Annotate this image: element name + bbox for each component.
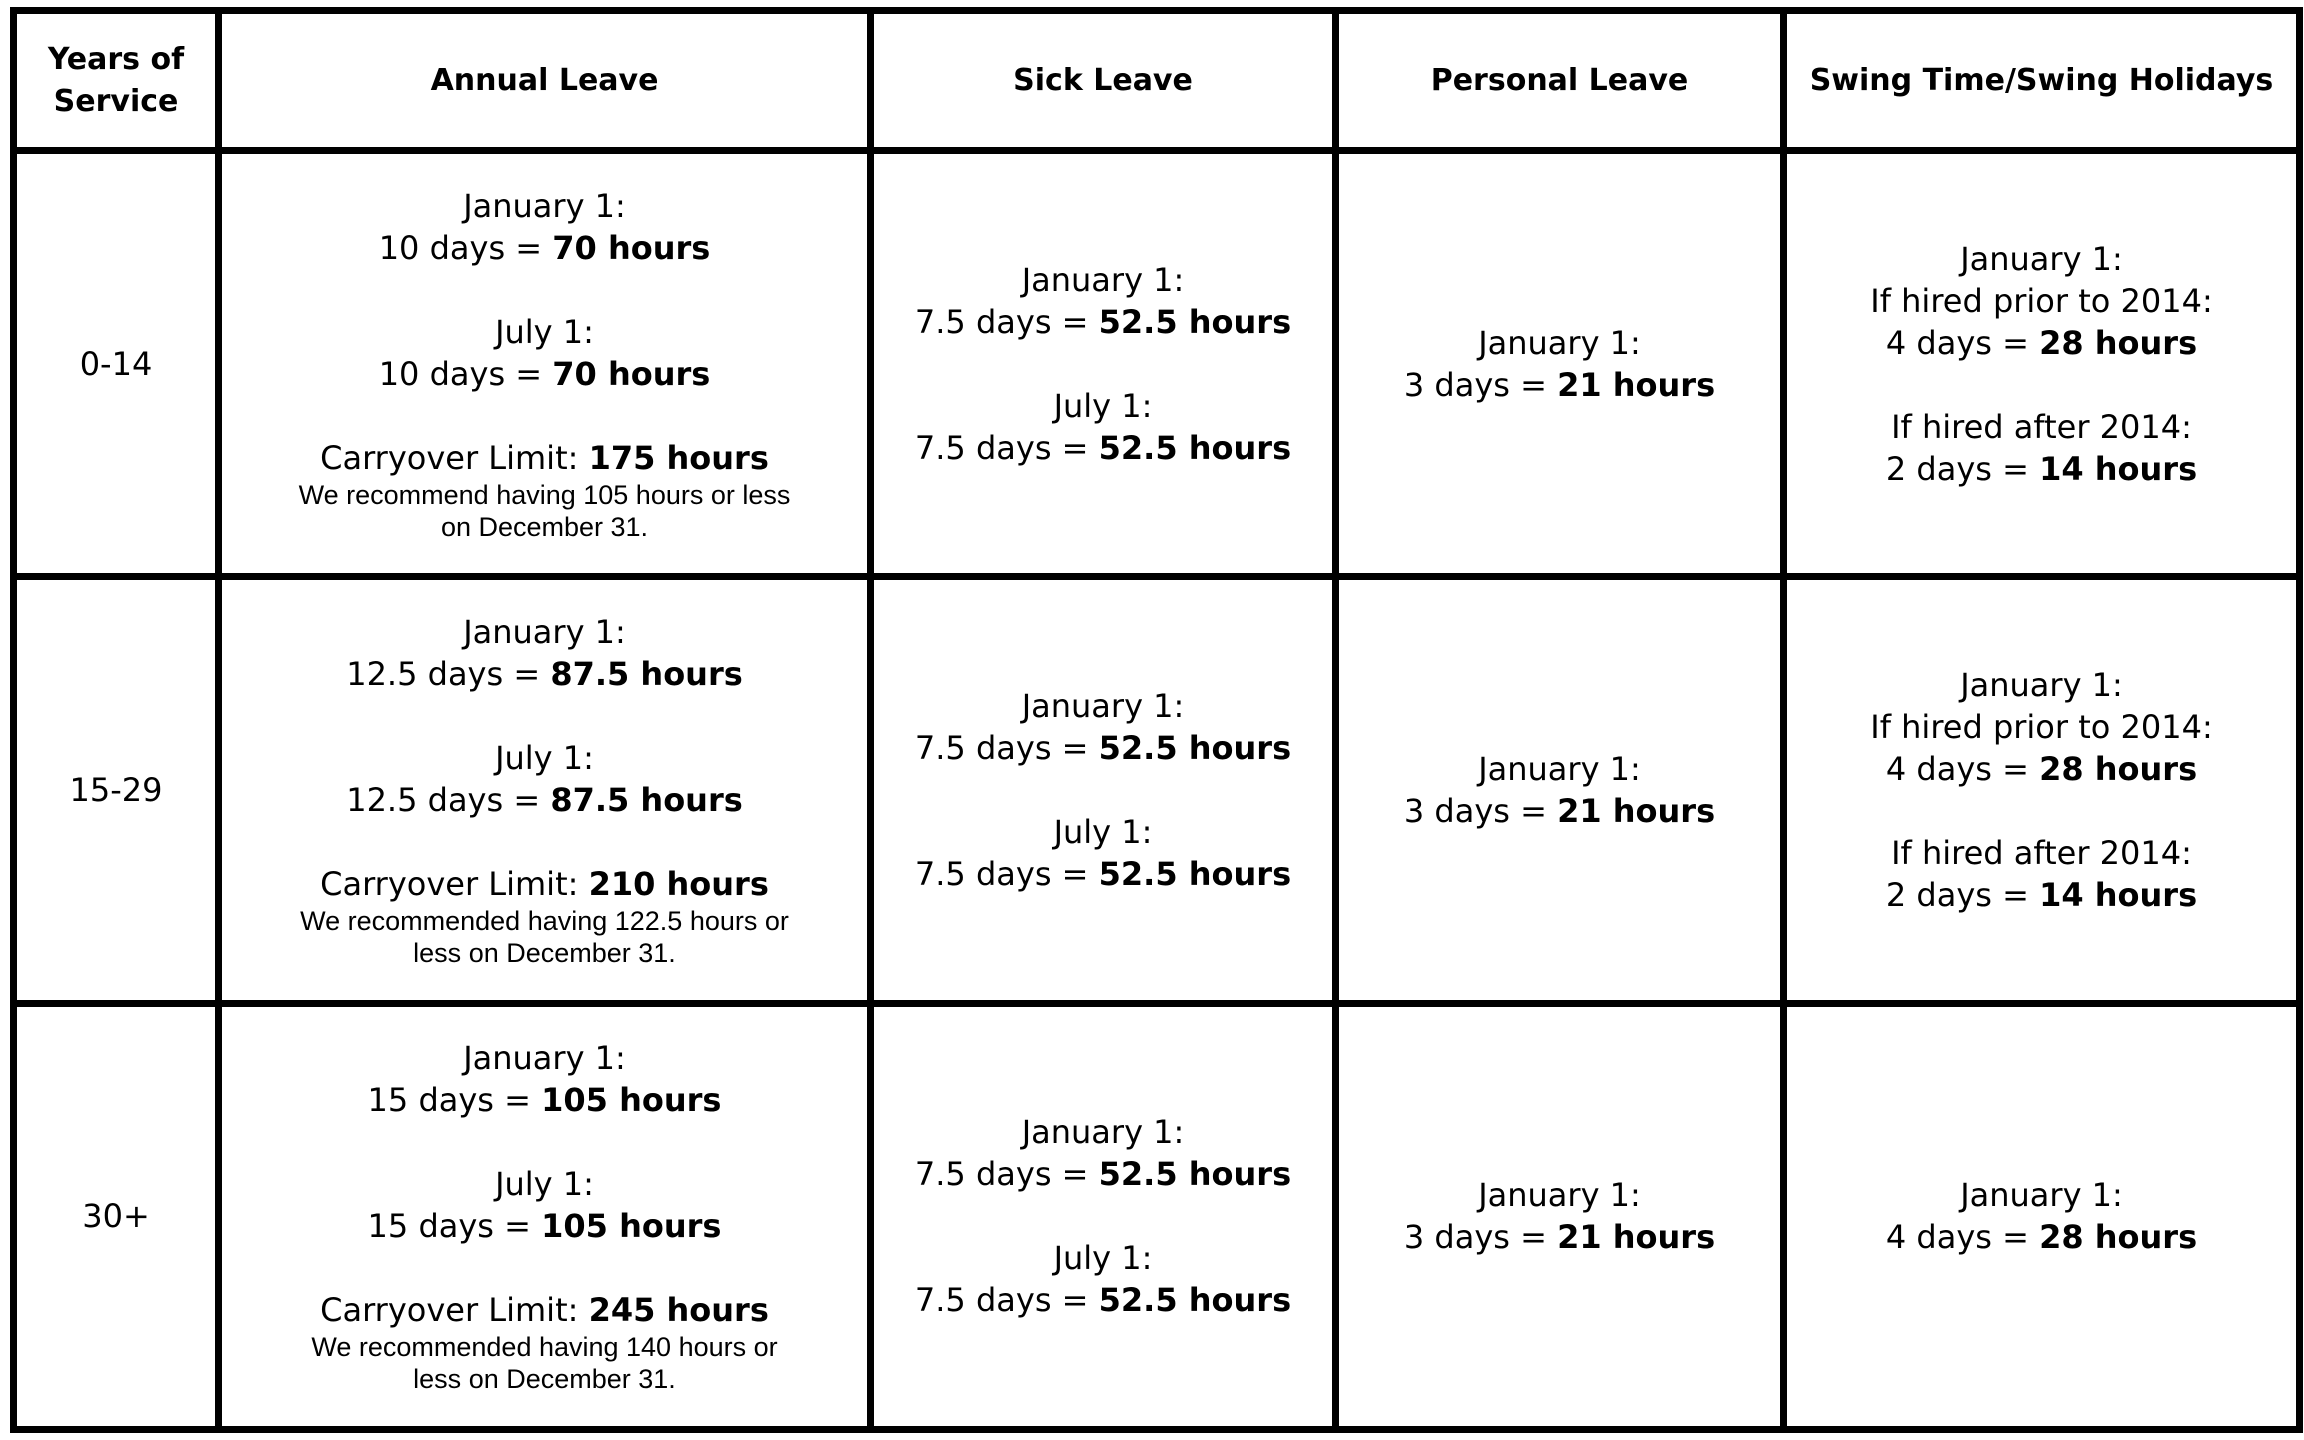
sick-jan-value [874, 301, 1332, 343]
swing-prior-entry [1787, 238, 2296, 364]
sick-jul-days: 7.5 days = [914, 854, 1099, 893]
years-of-service-cell: 30+ [14, 1003, 219, 1429]
swing-prior-value [1787, 322, 2296, 364]
sick-jul-label: July 1: [1053, 812, 1153, 851]
swing-after-days: 2 days = [1885, 449, 2040, 488]
carryover-label: Carryover Limit: [320, 1291, 589, 1330]
carryover-hours: 210 hours [588, 864, 769, 903]
personal-leave-cell [1336, 151, 1784, 577]
years-of-service-cell: 0-14 [14, 151, 219, 577]
personal-jan-hours: 21 hours [1557, 791, 1716, 830]
annual-jan-hours: 70 hours [552, 228, 711, 267]
swing-prior-label: If hired prior to 2014: [1870, 707, 2213, 746]
leave-accrual-table [10, 7, 2303, 1433]
personal-jan-days: 3 days = [1403, 791, 1558, 830]
carryover-limit [222, 863, 867, 905]
sick-jan-label: January 1: [1021, 260, 1185, 299]
personal-jan-days: 3 days = [1403, 365, 1558, 404]
swing-time-cell [1784, 151, 2300, 577]
personal-jan-label: January 1: [1478, 749, 1641, 788]
annual-jan-value [222, 227, 867, 269]
sick-jul-label: July 1: [1053, 1239, 1153, 1278]
swing-jan-entry [1787, 1174, 2296, 1258]
swing-after-hours: 14 hours [2039, 875, 2198, 914]
sick-jul-hours: 52.5 hours [1098, 854, 1292, 893]
sick-jul-hours: 52.5 hours [1098, 428, 1292, 467]
annual-jul-label: July 1: [495, 738, 594, 777]
sick-jul-entry [874, 1237, 1332, 1321]
sick-jan-days: 7.5 days = [914, 728, 1099, 767]
swing-prior-value [1787, 748, 2296, 790]
annual-jan-label: January 1: [463, 186, 626, 225]
table-row [14, 151, 2300, 577]
annual-jan-value [222, 653, 867, 695]
annual-jan-days: 15 days = [367, 1081, 542, 1120]
carryover-hours: 175 hours [588, 438, 769, 477]
sick-jan-days: 7.5 days = [914, 1155, 1099, 1194]
sick-jan-hours: 52.5 hours [1098, 1155, 1292, 1194]
sick-leave-cell [871, 151, 1336, 577]
carryover-recommendation: We recommended having 140 hours or less on December 31. [311, 1332, 778, 1395]
annual-leave-cell [219, 577, 871, 1003]
annual-jul-hours: 70 hours [552, 354, 711, 393]
years-of-service-cell: 15-29 [14, 577, 219, 1003]
carryover-limit [222, 437, 867, 479]
annual-jul-value [222, 1205, 867, 1247]
sick-leave-cell [871, 1003, 1336, 1429]
annual-jan-label: January 1: [463, 1039, 626, 1078]
swing-after-hours: 14 hours [2039, 449, 2198, 488]
annual-jul-days: 15 days = [367, 1207, 542, 1246]
header-sick-leave: Sick Leave [871, 11, 1336, 151]
annual-jan-days: 10 days = [378, 228, 553, 267]
sick-jan-entry [874, 685, 1332, 769]
header-row [14, 11, 2300, 151]
sick-jul-label: July 1: [1053, 386, 1153, 425]
sick-leave-cell [871, 577, 1336, 1003]
sick-jul-entry [874, 811, 1332, 895]
sick-jul-value [874, 427, 1332, 469]
personal-jan-hours: 21 hours [1557, 365, 1716, 404]
annual-jul-entry [222, 1163, 867, 1247]
swing-after-label: If hired after 2014: [1891, 407, 2192, 446]
annual-leave-cell [219, 1003, 871, 1429]
annual-jan-hours: 87.5 hours [550, 654, 743, 693]
table-row [14, 577, 2300, 1003]
sick-jan-label: January 1: [1021, 686, 1185, 725]
carryover-limit [222, 1289, 867, 1331]
annual-jul-hours: 87.5 hours [550, 780, 743, 819]
personal-jan-entry [1339, 1174, 1780, 1258]
personal-jan-hours: 21 hours [1557, 1218, 1716, 1257]
swing-prior-days: 4 days = [1885, 323, 2040, 362]
swing-prior-entry [1787, 664, 2296, 790]
swing-jan-label: January 1: [1960, 1176, 2123, 1215]
personal-jan-label: January 1: [1478, 323, 1641, 362]
sick-jan-hours: 52.5 hours [1098, 302, 1292, 341]
annual-jul-entry [222, 311, 867, 395]
header-years-of-service [14, 11, 219, 151]
annual-jan-days: 12.5 days = [346, 654, 551, 693]
annual-jan-entry [222, 1037, 867, 1121]
sick-jan-label: January 1: [1021, 1113, 1185, 1152]
sick-jul-hours: 52.5 hours [1098, 1281, 1292, 1320]
personal-jan-days: 3 days = [1403, 1218, 1558, 1257]
sick-jul-days: 7.5 days = [914, 428, 1099, 467]
personal-jan-value [1339, 364, 1780, 406]
personal-jan-entry [1339, 748, 1780, 832]
table-row [14, 1003, 2300, 1429]
annual-jul-days: 10 days = [378, 354, 553, 393]
swing-jan-hours: 28 hours [2039, 1218, 2198, 1257]
swing-after-days: 2 days = [1885, 875, 2040, 914]
swing-after-value [1787, 448, 2296, 490]
sick-jul-value [874, 853, 1332, 895]
swing-prior-hours: 28 hours [2039, 749, 2198, 788]
header-years-line1: Years of [47, 41, 185, 77]
swing-after-entry [1787, 406, 2296, 490]
sick-jul-days: 7.5 days = [914, 1281, 1099, 1320]
swing-after-value [1787, 874, 2296, 916]
annual-jul-days: 12.5 days = [346, 780, 551, 819]
carryover-recommendation: We recommend having 105 hours or less on December 31. [298, 479, 791, 542]
sick-jan-days: 7.5 days = [914, 302, 1099, 341]
sick-jan-hours: 52.5 hours [1098, 728, 1292, 767]
personal-leave-cell [1336, 577, 1784, 1003]
swing-jan-value [1787, 1216, 2296, 1258]
personal-jan-label: January 1: [1478, 1176, 1641, 1215]
personal-leave-cell [1336, 1003, 1784, 1429]
sick-jan-value [874, 1153, 1332, 1195]
carryover-label: Carryover Limit: [320, 438, 589, 477]
swing-after-label: If hired after 2014: [1891, 833, 2192, 872]
swing-jan-label: January 1: [1960, 665, 2123, 704]
sick-jul-value [874, 1279, 1332, 1321]
personal-jan-value [1339, 1216, 1780, 1258]
sick-jan-entry [874, 1111, 1332, 1195]
swing-time-cell [1784, 1003, 2300, 1429]
header-annual-leave: Annual Leave [219, 11, 871, 151]
annual-jan-value [222, 1079, 867, 1121]
swing-jan-days: 4 days = [1885, 1218, 2040, 1257]
swing-prior-label: If hired prior to 2014: [1870, 281, 2213, 320]
header-personal-leave: Personal Leave [1336, 11, 1784, 151]
carryover-label: Carryover Limit: [320, 864, 589, 903]
annual-jan-entry [222, 185, 867, 269]
annual-jul-label: July 1: [495, 1165, 594, 1204]
annual-jul-value [222, 779, 867, 821]
personal-jan-value [1339, 790, 1780, 832]
annual-jan-hours: 105 hours [541, 1081, 722, 1120]
carryover-recommendation: We recommended having 122.5 hours or less on December 31. [300, 905, 789, 968]
header-years-line2: Service [53, 83, 179, 119]
annual-leave-cell [219, 151, 871, 577]
sick-jan-value [874, 727, 1332, 769]
header-swing-time: Swing Time/Swing Holidays [1784, 11, 2300, 151]
sick-jul-entry [874, 385, 1332, 469]
swing-jan-label: January 1: [1960, 239, 2123, 278]
personal-jan-entry [1339, 322, 1780, 406]
annual-jul-hours: 105 hours [541, 1207, 722, 1246]
annual-jan-label: January 1: [463, 612, 626, 651]
annual-jul-label: July 1: [495, 312, 594, 351]
annual-jul-value [222, 353, 867, 395]
sick-jan-entry [874, 259, 1332, 343]
swing-after-entry [1787, 832, 2296, 916]
swing-time-cell [1784, 577, 2300, 1003]
annual-jul-entry [222, 737, 867, 821]
swing-prior-days: 4 days = [1885, 749, 2040, 788]
annual-jan-entry [222, 611, 867, 695]
carryover-hours: 245 hours [588, 1291, 769, 1330]
swing-prior-hours: 28 hours [2039, 323, 2198, 362]
